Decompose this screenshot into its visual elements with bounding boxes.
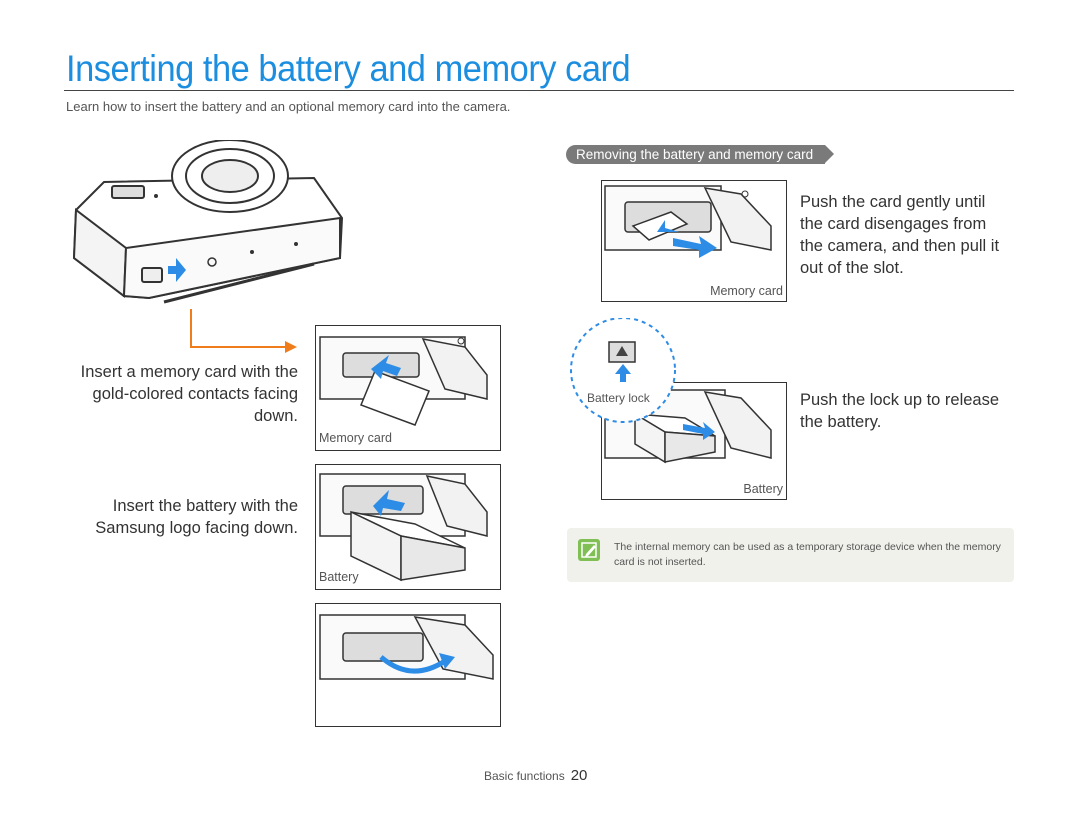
title-rule [64,90,1014,91]
insert-card-illustration [315,325,501,451]
instruction-line: Insert the battery with the [112,497,298,515]
instruction-line: the card disengages from [800,215,987,233]
remove-card-instruction [800,191,1015,279]
page-footer [484,767,587,784]
insert-battery-caption: Battery [319,570,359,584]
insert-battery-instruction [60,495,298,539]
note-pencil-icon [578,539,600,561]
instruction-line: Push the lock up to release [800,391,1000,409]
insert-battery-illustration [315,464,501,590]
remove-card-caption: Memory card [710,284,783,298]
page-number: 20 [570,767,588,784]
instruction-line: out of the slot. [800,259,904,277]
instruction-line: Insert a memory card with the [80,363,298,381]
orange-connector-arrow [185,305,305,360]
footer-section: Basic functions [484,769,565,783]
instruction-line: the camera, and then pull it [800,237,1000,255]
instruction-line: Samsung logo facing down. [95,519,298,537]
note-text: The internal memory can be used as a temporary storage device when the memory card is not inserted. [614,541,1001,568]
remove-battery-caption: Battery [743,482,783,496]
instruction-line: gold-colored contacts facing [92,385,298,403]
remove-battery-illustration [565,318,790,502]
page-title: Inserting the battery and memory card [66,48,631,89]
camera-bottom-illustration [64,140,349,320]
battery-lock-label: Battery lock [587,391,650,405]
intro-text: Learn how to insert the battery and an optional memory card into the camera. [66,99,511,114]
remove-battery-instruction [800,389,1015,433]
close-cover-illustration [315,603,501,727]
instruction-line: down. [253,407,298,425]
insert-card-caption: Memory card [319,431,392,445]
remove-card-illustration [601,180,787,302]
insert-card-instruction [60,361,298,427]
instruction-line: Push the card gently until [800,193,986,211]
instruction-line: the battery. [800,413,882,431]
section-label: Removing the battery and memory card [566,145,825,164]
